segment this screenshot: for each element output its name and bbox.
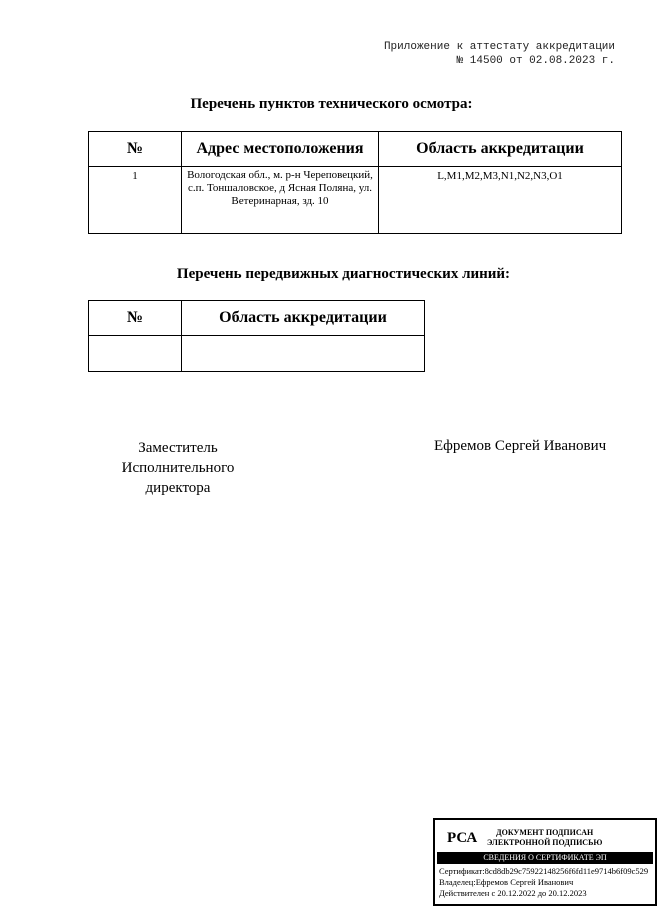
row-number-cell <box>89 336 182 372</box>
signatory-role <box>100 438 256 498</box>
stamp-title-line-2: ЭЛЕКТРОННОЙ ПОДПИСЬЮ <box>487 838 603 847</box>
column-header-address: Адрес местоположения <box>182 132 379 167</box>
column-header-number: № <box>89 301 182 336</box>
mobile-lines-title: Перечень передвижных диагностических линий: <box>176 266 511 282</box>
row-number-cell: 1 <box>89 167 182 234</box>
role-line-3: директора <box>145 480 211 496</box>
mobile-lines-table <box>88 300 425 372</box>
header-line-2: № 14500 от 02.08.2023 г. <box>456 55 615 67</box>
stamp-title <box>487 828 602 848</box>
inspection-points-table <box>88 131 622 234</box>
accreditation-area-cell <box>182 336 425 372</box>
table-row <box>89 336 425 372</box>
table-header-row <box>89 132 622 167</box>
certificate-details <box>435 864 655 899</box>
certificate-owner: Владелец:Ефремов Сергей Иванович <box>439 877 574 887</box>
signatory-name: Ефремов Сергей Иванович <box>434 438 607 454</box>
role-line-1: Заместитель <box>138 440 218 456</box>
table-header-row <box>89 301 425 336</box>
attachment-header <box>384 40 615 68</box>
stamp-header <box>435 820 655 852</box>
address-cell: Вологодская обл., м. р-н Череповецкий, с.п. Тоншаловское, д Ясная Поляна, ул. Ветеринарная, зд. 10 <box>182 167 379 234</box>
accreditation-area-cell: L,M1,M2,M3,N1,N2,N3,O1 <box>379 167 622 234</box>
rsa-logo: РСА <box>447 830 478 846</box>
column-header-accreditation-area: Область аккредитации <box>182 301 425 336</box>
electronic-signature-stamp <box>433 818 657 906</box>
inspection-points-title: Перечень пунктов технического осмотра: <box>190 96 473 112</box>
certificate-number: Сертификат:8cd8db29c75922148256f6fd11e9714b6f09c529 <box>439 866 649 876</box>
table-row <box>89 167 622 234</box>
role-line-2: Исполнительного <box>121 460 235 476</box>
stamp-title-line-1: ДОКУМЕНТ ПОДПИСАН <box>496 828 594 837</box>
column-header-number: № <box>89 132 182 167</box>
certificate-info-bar: СВЕДЕНИЯ О СЕРТИФИКАТЕ ЭП <box>437 852 653 864</box>
certificate-validity: Действителен с 20.12.2022 до 20.12.2023 <box>439 888 587 898</box>
column-header-accreditation-area: Область аккредитации <box>379 132 622 167</box>
header-line-1: Приложение к аттестату аккредитации <box>383 41 615 53</box>
